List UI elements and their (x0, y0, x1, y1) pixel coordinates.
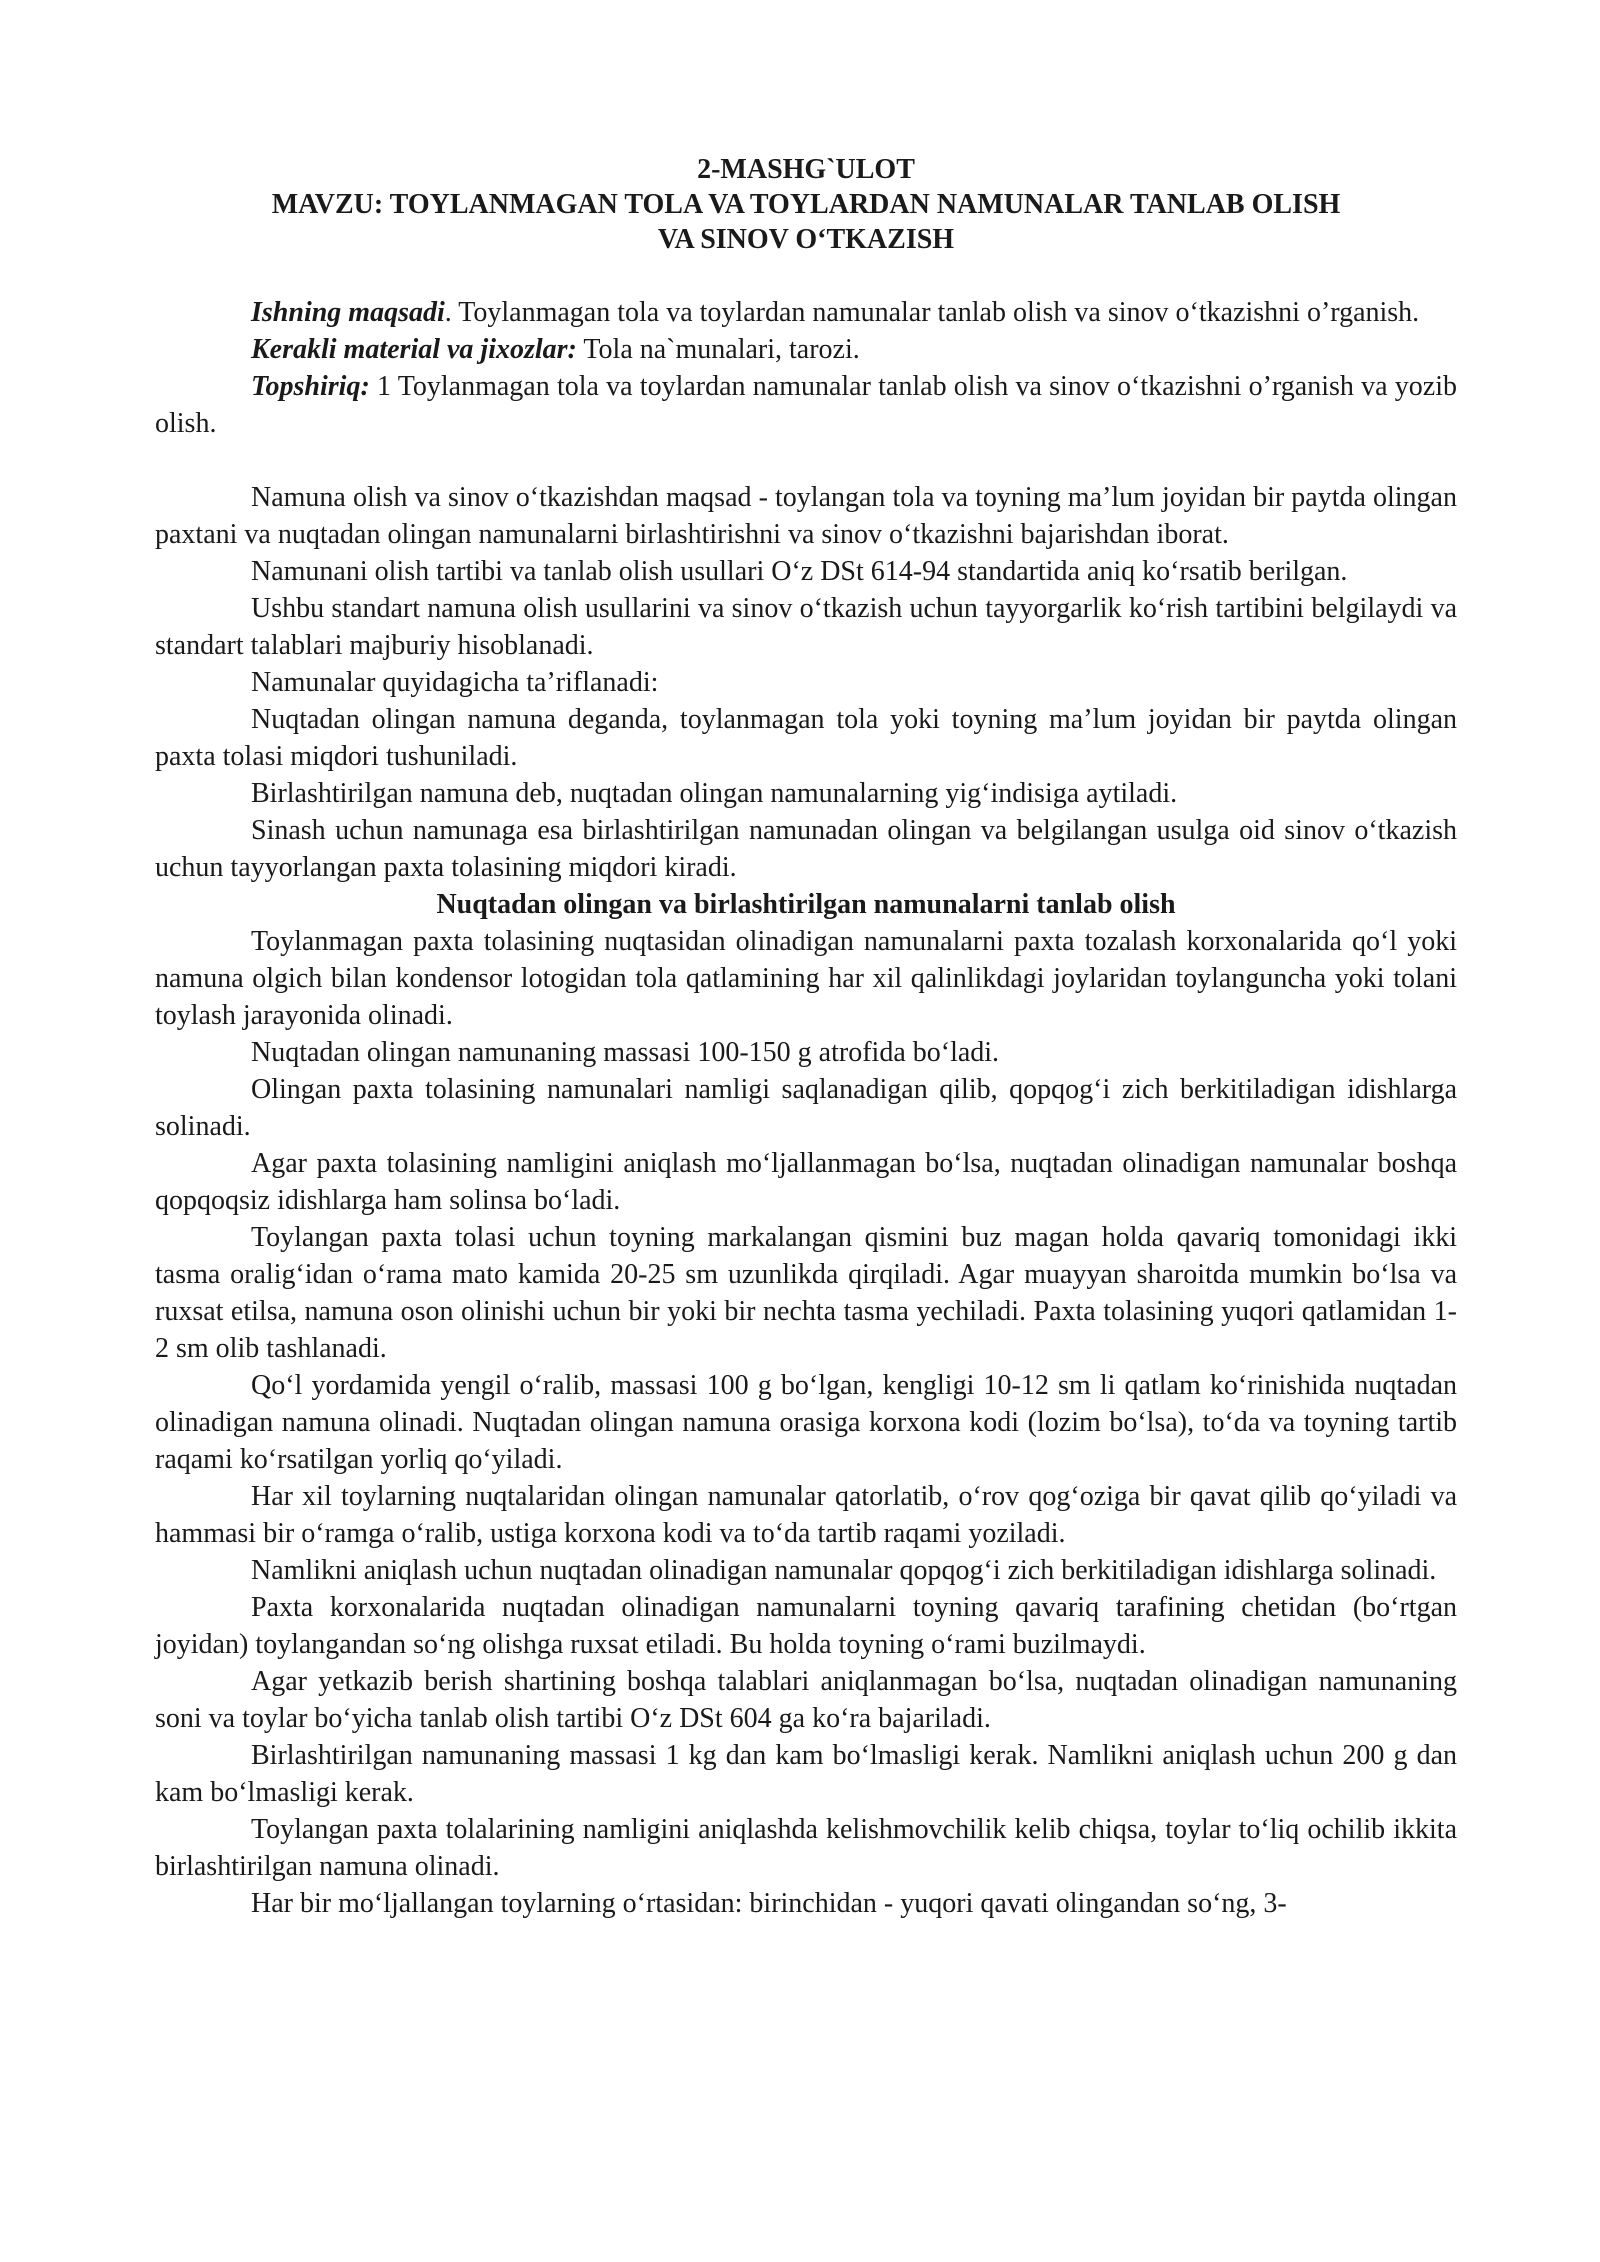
body-paragraph: Namunani olish tartibi va tanlab olish usullari O‘z DSt 614-94 standartida aniq ko‘rsatib berilgan. (251, 556, 1348, 587)
body-paragraph: Namuna olish va sinov o‘tkazishdan maqsad - toylangan tola va toyning ma’lum joyidan bir paytda olingan paxtani va nuqtadan olingan namunalarni birlashtirishni va sinov o‘tkazishni bajarishdan iborat. (155, 482, 1457, 550)
document-page (155, 152, 1457, 1922)
body-paragraph: Agar yetkazib berish shartining boshqa talablari aniqlanmagan bo‘lsa, nuqtadan olinadigan namunaning soni va toylar bo‘yicha tanlab olish tartibi O‘z DSt 604 ga ko‘ra bajariladi. (155, 1666, 1457, 1734)
document-title (155, 152, 1457, 257)
body-paragraph: Nuqtadan olingan namunaning massasi 100-150 g atrofida bo‘ladi. (251, 1037, 1000, 1068)
topic-line-1: MAVZU: TOYLANMAGAN TOLA VA TOYLARDAN NAMUNALAR TANLAB OLISH (271, 189, 1341, 220)
body-paragraph: Namunalar quyidagicha ta’riflanadi: (251, 667, 659, 698)
paragraph-gap (155, 442, 1457, 479)
body-paragraph: Nuqtadan olingan namuna deganda, toylanmagan tola yoki toyning ma’lum joyidan bir paytda olingan paxta tolasi miqdori tushuniladi. (155, 704, 1457, 772)
body-paragraph: Birlashtirilgan namuna deb, nuqtadan olingan namunalarning yig‘indisiga aytiladi. (251, 778, 1178, 809)
goal-label: Ishning maqsadi (251, 297, 445, 328)
topic-line-2: VA SINOV O‘TKAZISH (657, 224, 955, 255)
body-paragraph: Qo‘l yordamida yengil o‘ralib, massasi 100 g bo‘lgan, kengligi 10-12 sm li qatlam ko‘rinishida nuqtadan olinadigan namuna olinadi. Nuqtadan olingan namuna orasiga korxona kodi (lozim bo‘lsa), to‘da va toyning tartib raqami ko‘rsatilgan yorliq qo‘yiladi. (155, 1370, 1457, 1475)
body-paragraph: Paxta korxonalarida nuqtadan olinadigan namunalarni toyning qavariq tarafining chetidan (bo‘rtgan joyidan) toylangandan so‘ng olishga ruxsat etiladi. Bu holda toyning o‘rami buzilmaydi. (155, 1592, 1457, 1660)
body-paragraph: Toylanmagan paxta tolasining nuqtasidan olinadigan namunalarni paxta tozalash korxonalarida qo‘l yoki namuna olgich bilan kondensor lotogidan tola qatlamining har xil qalinlikdagi joylaridan toylanguncha yoki tolani toylash jarayonida olinadi. (155, 926, 1457, 1031)
task-paragraph (155, 368, 1457, 442)
body-paragraph: Namlikni aniqlash uchun nuqtadan olinadigan namunalar qopqog‘i zich berkitiladigan idishlarga solinadi. (251, 1555, 1437, 1586)
body-paragraph: Toylangan paxta tolalarining namligini aniqlashda kelishmovchilik kelib chiqsa, toylar to‘liq ochilib ikkita birlashtirilgan namuna olinadi. (155, 1814, 1457, 1882)
body-paragraph: Toylangan paxta tolasi uchun toyning markalangan qismini buz magan holda qavariq tomonidagi ikki tasma oralig‘idan o‘rama mato kamida 20-25 sm uzunlikda qirqiladi. Agar muayyan sharoitda mumkin bo‘lsa va ruxsat etilsa, namuna oson olinishi uchun bir yoki bir nechta tasma yechiladi. Paxta tolasining yuqori qatlamidan 1-2 sm olib tashlanadi. (155, 1222, 1457, 1364)
body-paragraph: Birlashtirilgan namunaning massasi 1 kg dan kam bo‘lmasligi kerak. Namlikni aniqlash uchun 200 g dan kam bo‘lmasligi kerak. (155, 1740, 1457, 1808)
materials-paragraph (155, 331, 1457, 368)
goal-paragraph (155, 294, 1457, 331)
task-text: 1 Toylanmagan tola va toylardan namunalar tanlab olish va sinov o‘tkazishni o’rganish va yozib olish. (155, 371, 1457, 439)
body-paragraph: Sinash uchun namunaga esa birlashtirilgan namunadan olingan va belgilangan usulga oid sinov o‘tkazish uchun tayyorlangan paxta tolasining miqdori kiradi. (155, 815, 1457, 883)
body-paragraph: Olingan paxta tolasining namunalari namligi saqlanadigan qilib, qopqog‘i zich berkitiladigan idishlarga solinadi. (155, 1074, 1457, 1142)
body-paragraph: Har bir mo‘ljallangan toylarning o‘rtasidan: birinchidan - yuqori qavati olingandan so‘ng, 3- (251, 1888, 1287, 1919)
task-label: Topshiriq: (251, 371, 370, 402)
body-paragraph: Ushbu standart namuna olish usullarini va sinov o‘tkazish uchun tayyorgarlik ko‘rish tartibini belgilaydi va standart talablari majburiy hisoblanadi. (155, 593, 1457, 661)
body-paragraph: Agar paxta tolasining namligini aniqlash mo‘ljallanmagan bo‘lsa, nuqtadan olinadigan namunalar boshqa qopqoqsiz idishlarga ham solinsa bo‘ladi. (155, 1148, 1457, 1216)
lesson-number: 2-MASHG`ULOT (697, 154, 915, 185)
materials-label: Kerakli material va jixozlar: (251, 334, 577, 365)
goal-text: . Toylanmagan tola va toylardan namunalar tanlab olish va sinov o‘tkazishni o’rganish. (444, 297, 1420, 328)
section-heading: Nuqtadan olingan va birlashtirilgan namunalarni tanlab olish (436, 889, 1176, 920)
body-paragraph: Har xil toylarning nuqtalaridan olingan namunalar qatorlatib, o‘rov qog‘oziga bir qavat qilib qo‘yiladi va hammasi bir o‘ramga o‘ralib, ustiga korxona kodi va to‘da tartib raqami yoziladi. (155, 1481, 1457, 1549)
materials-text: Tola na`munalari, tarozi. (576, 334, 860, 365)
